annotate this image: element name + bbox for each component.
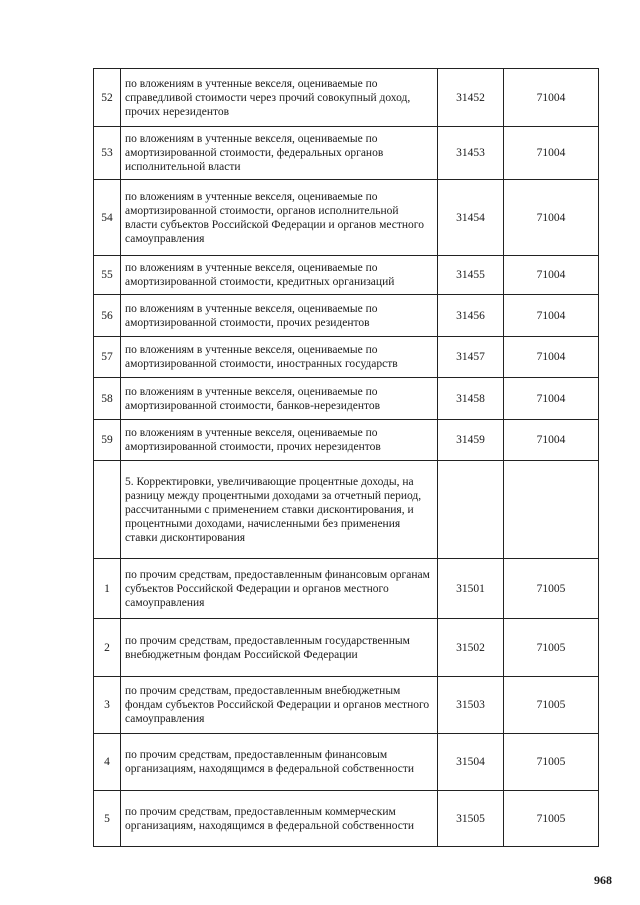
row-symbol: 71005 — [504, 734, 599, 791]
row-code: 31456 — [438, 295, 504, 337]
row-description: по вложениям в учтенные векселя, оцениваемые по амортизированной стоимости, прочих нерезидентов — [121, 420, 438, 461]
table-row — [94, 69, 599, 127]
accounts-table — [93, 68, 599, 847]
row-code: 31452 — [438, 69, 504, 127]
table-row — [94, 791, 599, 847]
row-symbol: 71004 — [504, 69, 599, 127]
page-number: 968 — [594, 873, 612, 887]
row-description: по прочим средствам, предоставленным внебюджетным фондам субъектов Российской Федерации и органов местного самоуправления — [121, 677, 438, 734]
row-code: 31454 — [438, 180, 504, 256]
row-description: по вложениям в учтенные векселя, оцениваемые по амортизированной стоимости, иностранных государств — [121, 337, 438, 378]
row-code: 31453 — [438, 127, 504, 180]
table-row — [94, 180, 599, 256]
row-number: 1 — [94, 559, 121, 619]
section-heading-row — [94, 461, 599, 559]
row-code: 31503 — [438, 677, 504, 734]
table-row — [94, 677, 599, 734]
row-number: 59 — [94, 420, 121, 461]
row-description: по прочим средствам, предоставленным государственным внебюджетным фондам Российской Федерации — [121, 619, 438, 677]
row-number — [94, 461, 121, 559]
row-description: по вложениям в учтенные векселя, оцениваемые по амортизированной стоимости, прочих резидентов — [121, 295, 438, 337]
table-row — [94, 295, 599, 337]
row-symbol: 71004 — [504, 295, 599, 337]
table-row — [94, 378, 599, 420]
row-symbol: 71004 — [504, 378, 599, 420]
row-number: 2 — [94, 619, 121, 677]
row-code: 31457 — [438, 337, 504, 378]
table-row — [94, 337, 599, 378]
table-row — [94, 734, 599, 791]
row-number: 55 — [94, 256, 121, 295]
row-symbol: 71004 — [504, 180, 599, 256]
row-number: 3 — [94, 677, 121, 734]
table-row — [94, 420, 599, 461]
row-description: по вложениям в учтенные векселя, оцениваемые по амортизированной стоимости, кредитных организаций — [121, 256, 438, 295]
row-symbol: 71005 — [504, 559, 599, 619]
row-number: 52 — [94, 69, 121, 127]
row-symbol: 71004 — [504, 337, 599, 378]
row-code: 31505 — [438, 791, 504, 847]
row-symbol: 71004 — [504, 256, 599, 295]
table-row — [94, 256, 599, 295]
row-description: по вложениям в учтенные векселя, оцениваемые по амортизированной стоимости, органов исполнительной власти субъектов Российской Федерации и органов местного самоуправления — [121, 180, 438, 256]
row-symbol: 71004 — [504, 127, 599, 180]
row-description: по вложениям в учтенные векселя, оцениваемые по справедливой стоимости через прочий совокупный доход, прочих нерезидентов — [121, 69, 438, 127]
row-number: 57 — [94, 337, 121, 378]
row-description: по прочим средствам, предоставленным финансовым органам субъектов Российской Федерации и органов местного самоуправления — [121, 559, 438, 619]
row-code: 31455 — [438, 256, 504, 295]
row-number: 5 — [94, 791, 121, 847]
row-description: по прочим средствам, предоставленным коммерческим организациям, находящимся в федеральной собственности — [121, 791, 438, 847]
row-symbol: 71005 — [504, 677, 599, 734]
row-description: по вложениям в учтенные векселя, оцениваемые по амортизированной стоимости, федеральных органов исполнительной власти — [121, 127, 438, 180]
row-symbol: 71005 — [504, 791, 599, 847]
row-description: по прочим средствам, предоставленным финансовым организациям, находящимся в федеральной собственности — [121, 734, 438, 791]
row-code: 31458 — [438, 378, 504, 420]
row-number: 53 — [94, 127, 121, 180]
row-number: 54 — [94, 180, 121, 256]
row-symbol: 71005 — [504, 619, 599, 677]
table-row — [94, 619, 599, 677]
row-symbol: 71004 — [504, 420, 599, 461]
row-number: 58 — [94, 378, 121, 420]
row-number: 56 — [94, 295, 121, 337]
row-symbol — [504, 461, 599, 559]
table-row — [94, 559, 599, 619]
row-code — [438, 461, 504, 559]
row-code: 31501 — [438, 559, 504, 619]
row-number: 4 — [94, 734, 121, 791]
row-description: по вложениям в учтенные векселя, оцениваемые по амортизированной стоимости, банков-нерезидентов — [121, 378, 438, 420]
section-heading: 5. Корректировки, увеличивающие процентные доходы, на разницу между процентными доходами за отчетный период, рассчитанными с применением ставки дисконтирования, и процентными доходами, начисленными без применения ставки дисконтирования — [121, 461, 438, 559]
row-code: 31459 — [438, 420, 504, 461]
table-row — [94, 127, 599, 180]
row-code: 31502 — [438, 619, 504, 677]
row-code: 31504 — [438, 734, 504, 791]
